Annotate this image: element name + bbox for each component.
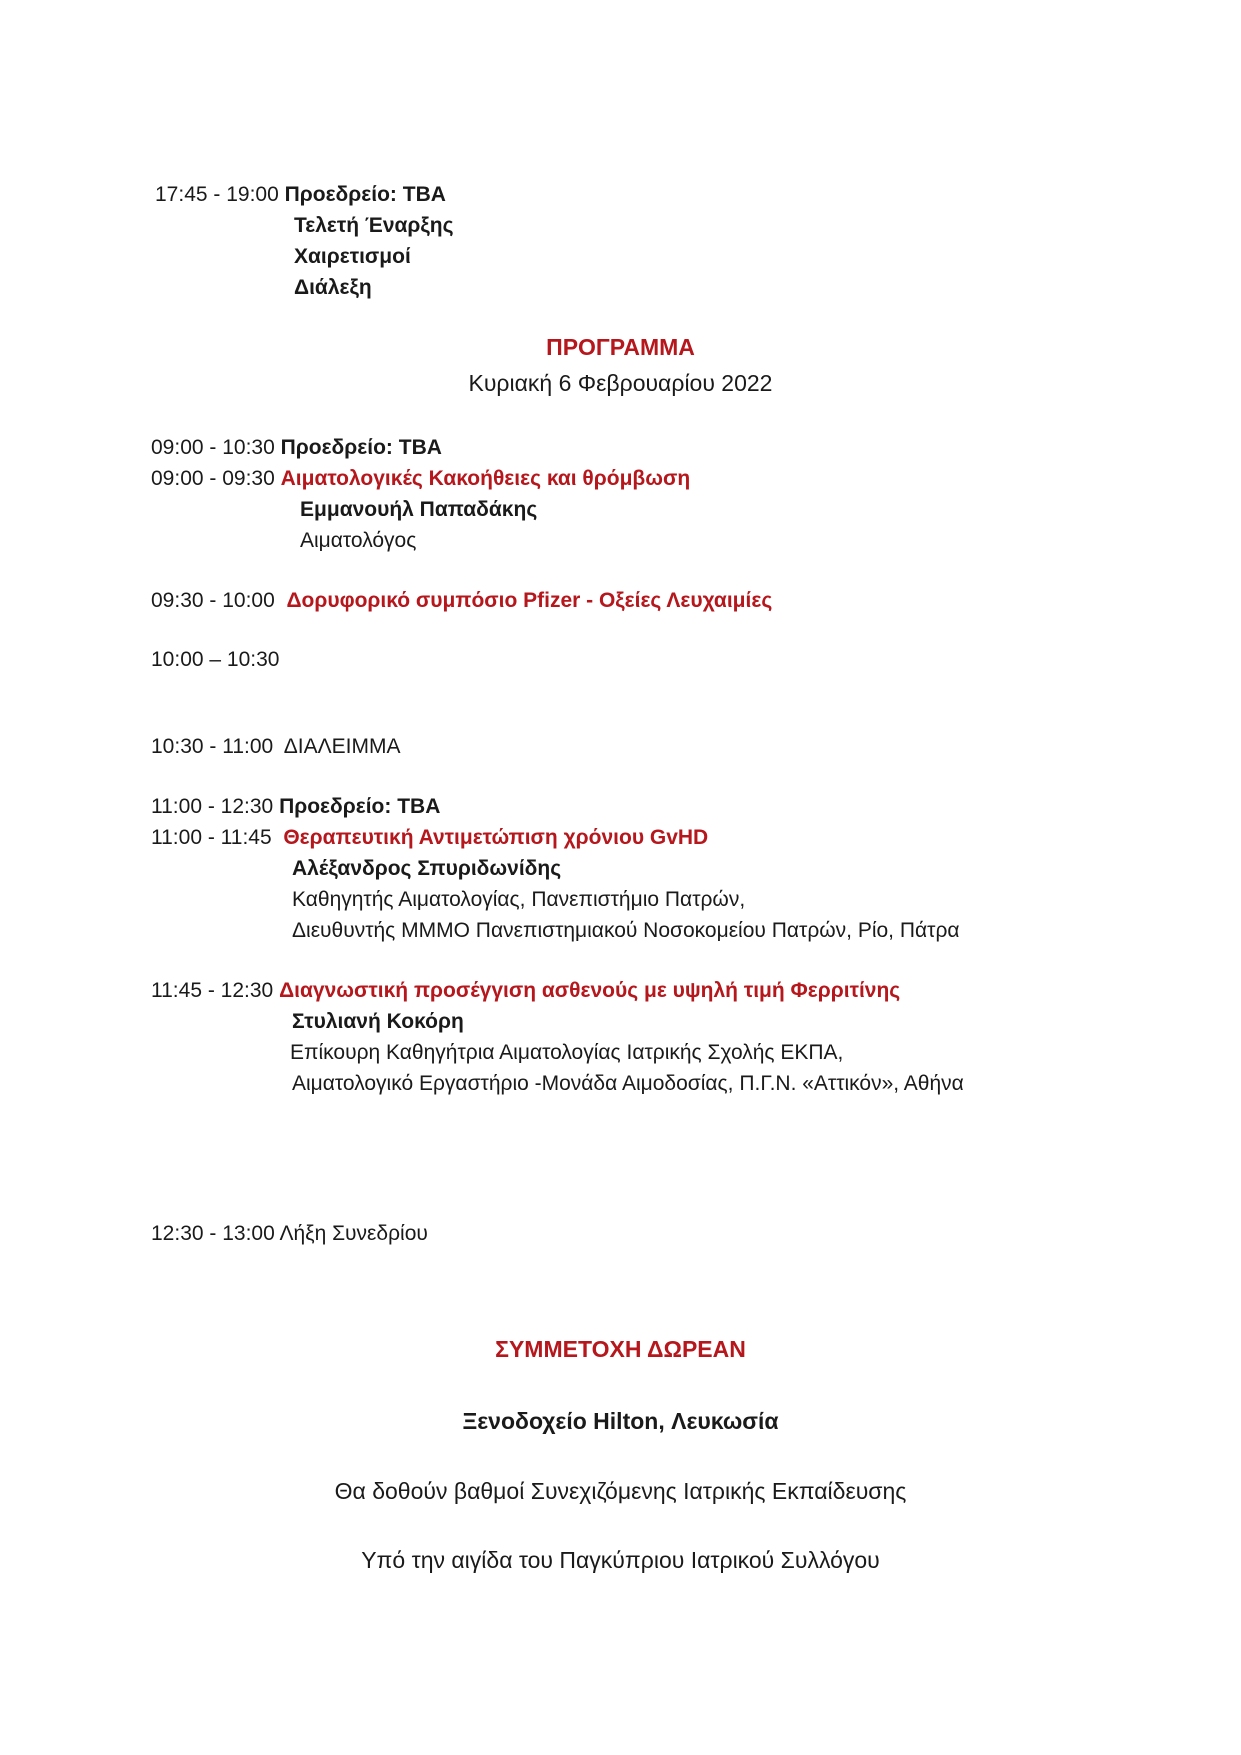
- talk-time: 09:30 - 10:00: [151, 589, 275, 612]
- closing-label: Λήξη Συνεδρίου: [279, 1222, 428, 1245]
- talk-row: [151, 977, 900, 1005]
- talk-row: [151, 465, 690, 493]
- talk-time: 11:00 - 11:45: [151, 826, 272, 849]
- talk-time: 10:00 – 10:30: [151, 648, 280, 671]
- talk-speaker-role: Διευθυντής ΜΜΜΟ Πανεπιστημιακού Νοσοκομείου Πατρών, Ρίο, Πάτρα: [292, 919, 960, 942]
- opening-item: Διάλεξη: [294, 276, 372, 299]
- session-time: 09:00 - 10:30: [151, 436, 275, 459]
- talk-title: Δορυφορικό συμπόσιο Pfizer - Οξείες Λευχαιμίες: [286, 589, 773, 612]
- talk-time: 09:00 - 09:30: [151, 467, 275, 490]
- closing-row: [151, 1220, 428, 1248]
- talk-speaker-role: Αιματολόγος: [300, 529, 417, 552]
- opening-item: Χαιρετισμοί: [294, 245, 411, 268]
- break-time: 10:30 - 11:00: [151, 735, 274, 758]
- talk-speaker-role: Αιματολογικό Εργαστήριο -Μονάδα Αιμοδοσίας, Π.Γ.Ν. «Αττικόν», Αθήνα: [292, 1072, 964, 1095]
- auspices: Υπό την αιγίδα του Παγκύπριου Ιατρικού Συλλόγου: [361, 1547, 880, 1573]
- talk-speaker: Αλέξανδρος Σπυριδωνίδης: [292, 857, 562, 880]
- opening-row: [155, 181, 446, 209]
- talk-speaker: Εμμανουήλ Παπαδάκης: [300, 498, 538, 521]
- talk-speaker: Στυλιανή Κοκόρη: [292, 1010, 464, 1033]
- session-row: [151, 434, 442, 462]
- talk-title: Διαγνωστική προσέγγιση ασθενούς με υψηλή τιμή Φερριτίνης: [279, 979, 901, 1002]
- session-row: [151, 793, 440, 821]
- talk-speaker-role: Επίκουρη Καθηγήτρια Αιματολογίας Ιατρικής Σχολής ΕΚΠΑ,: [290, 1041, 844, 1064]
- opening-time: 17:45 - 19:00: [155, 183, 279, 206]
- opening-item: Τελετή Έναρξης: [294, 214, 454, 237]
- session-time: 11:00 - 12:30: [151, 795, 274, 818]
- talk-row: [151, 646, 279, 674]
- program-title: ΠΡΟΓΡΑΜΜΑ: [546, 334, 695, 360]
- talk-time: 11:45 - 12:30: [151, 979, 274, 1002]
- closing-time: 12:30 - 13:00: [151, 1222, 275, 1245]
- break-label: ΔΙΑΛΕΙΜΜΑ: [283, 735, 401, 758]
- venue: Ξενοδοχείο Hilton, Λευκωσία: [462, 1408, 779, 1434]
- free-participation: ΣΥΜΜΕΤΟΧΗ ΔΩΡΕΑΝ: [495, 1336, 746, 1362]
- talk-speaker-role: Καθηγητής Αιματολογίας, Πανεπιστήμιο Πατρών,: [292, 888, 746, 911]
- session-chair: Προεδρείο: TBA: [279, 795, 441, 818]
- break-row: [151, 733, 400, 761]
- talk-row: [151, 824, 708, 852]
- cme-credits: Θα δοθούν βαθμοί Συνεχιζόμενης Ιατρικής Εκπαίδευσης: [334, 1478, 907, 1504]
- session-chair: Προεδρείο: TBA: [280, 436, 442, 459]
- talk-title: Θεραπευτική Αντιμετώπιση χρόνιου GvHD: [283, 826, 709, 849]
- program-date: Κυριακή 6 Φεβρουαρίου 2022: [468, 370, 773, 396]
- opening-chair: Προεδρείο: TBA: [284, 183, 446, 206]
- talk-title: Αιματολογικές Κακοήθειες και θρόμβωση: [280, 467, 691, 490]
- talk-row: [151, 587, 772, 615]
